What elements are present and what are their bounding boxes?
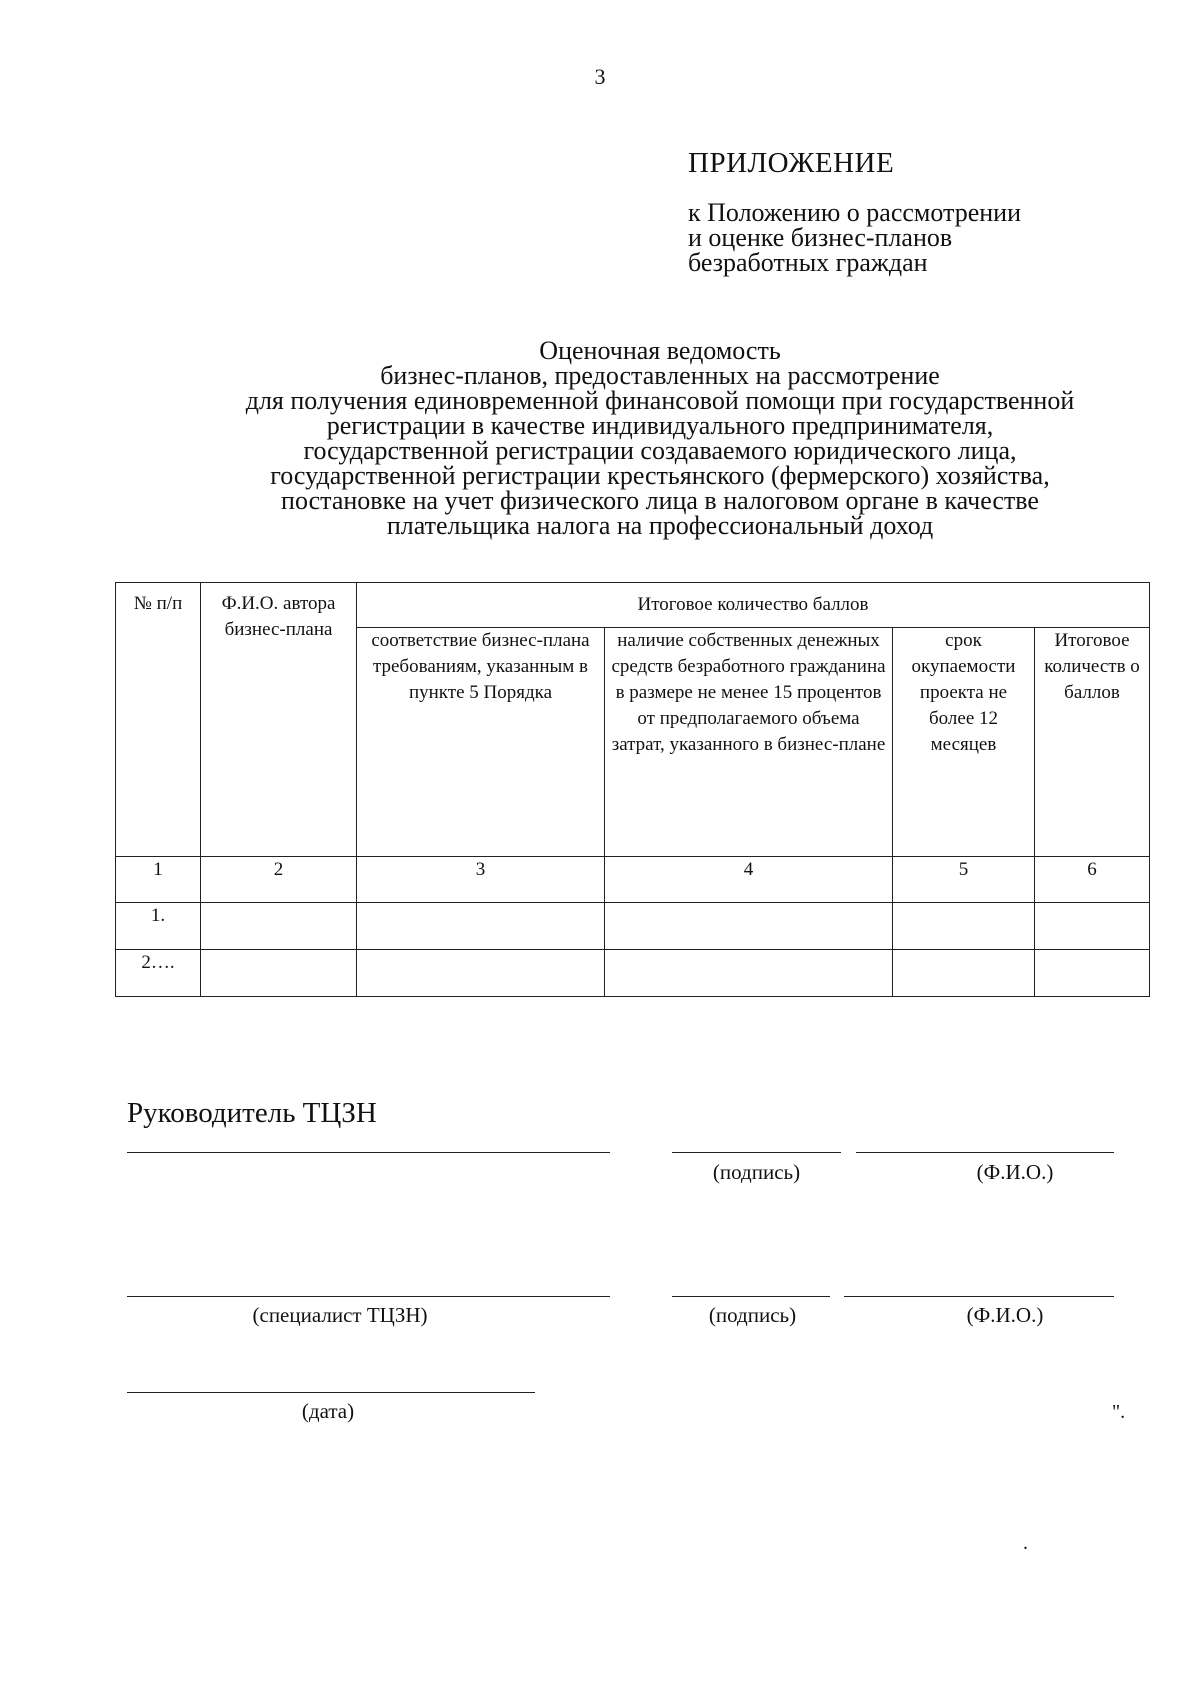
column-number: 1: [116, 857, 201, 903]
specialist-signature-caption: (подпись): [708, 1303, 797, 1327]
column-number: 2: [201, 857, 357, 903]
score-cell: [893, 950, 1035, 997]
head-signature-line: [672, 1152, 841, 1153]
total-cell: [1035, 950, 1150, 997]
score-cell: [605, 950, 893, 997]
appendix-reference-line: и оценке бизнес-планов: [688, 223, 953, 252]
specialist-position-line: [127, 1296, 610, 1297]
table-row: [116, 903, 1150, 950]
score-cell: [605, 903, 893, 950]
date-line: [127, 1392, 535, 1393]
appendix-title: ПРИЛОЖЕНИЕ: [688, 147, 895, 179]
total-cell: [1035, 903, 1150, 950]
row-number: 2….: [116, 950, 201, 997]
document-title-line: постановке на учет физического лица в налоговом органе в качестве: [281, 486, 1039, 515]
appendix-reference-line: безработных граждан: [688, 248, 928, 277]
specialist-signature-line: [672, 1296, 830, 1297]
document-title-line: государственной регистрации создаваемого юридического лица,: [303, 436, 1017, 465]
head-label: Руководитель ТЦЗН: [127, 1097, 377, 1129]
document-title: [160, 338, 1160, 538]
column-number: 5: [893, 857, 1035, 903]
stray-dot-mark: .: [1023, 1532, 1028, 1554]
author-cell: [201, 903, 357, 950]
specialist-name-line: [844, 1296, 1114, 1297]
head-position-line: [127, 1152, 610, 1153]
author-cell: [201, 950, 357, 997]
header-criterion-requirements: соответствие бизнес-плана требованиям, указанным в пункте 5 Порядка: [357, 628, 605, 857]
score-cell: [893, 903, 1035, 950]
score-cell: [357, 950, 605, 997]
appendix-reference: [688, 200, 1021, 275]
document-title-line: Оценочная ведомость: [539, 336, 781, 365]
header-criterion-own-funds: наличие собственных денежных средств безработного гражданина в размере не менее 15 процентов от предполагаемого объема затрат, указанного в бизнес-плане: [605, 628, 893, 857]
header-num: № п/п: [116, 583, 201, 857]
document-title-line: регистрации в качестве индивидуального предпринимателя,: [326, 411, 994, 440]
header-criterion-total: Итоговое количеств о баллов: [1035, 628, 1150, 857]
header-criterion-payback: срок окупаемости проекта не более 12 месяцев: [893, 628, 1035, 857]
row-number: 1.: [116, 903, 201, 950]
header-author: Ф.И.О. автора бизнес-плана: [201, 583, 357, 857]
table-header-row: [116, 583, 1150, 628]
column-number: 4: [605, 857, 893, 903]
head-name-line: [856, 1152, 1114, 1153]
page-number: 3: [594, 64, 606, 89]
score-cell: [357, 903, 605, 950]
specialist-caption: (специалист ТЦЗН): [252, 1303, 428, 1327]
document-title-line: бизнес-планов, предоставленных на рассмотрение: [380, 361, 940, 390]
document-title-line: государственной регистрации крестьянского (фермерского) хозяйства,: [270, 461, 1050, 490]
document-title-line: плательщика налога на профессиональный доход: [386, 511, 934, 540]
document-title-line: для получения единовременной финансовой помощи при государственной: [245, 386, 1075, 415]
head-name-caption: (Ф.И.О.): [976, 1160, 1054, 1184]
specialist-name-caption: (Ф.И.О.): [966, 1303, 1044, 1327]
head-signature-caption: (подпись): [712, 1160, 801, 1184]
scores-table: [115, 582, 1150, 997]
column-number-row: [116, 857, 1150, 903]
column-number: 6: [1035, 857, 1150, 903]
column-number: 3: [357, 857, 605, 903]
table-row: [116, 950, 1150, 997]
closing-quote-mark: ".: [1112, 1401, 1126, 1423]
header-total-group: Итоговое количество баллов: [357, 583, 1150, 628]
date-caption: (дата): [301, 1399, 355, 1423]
appendix-reference-line: к Положению о рассмотрении: [688, 198, 1021, 227]
